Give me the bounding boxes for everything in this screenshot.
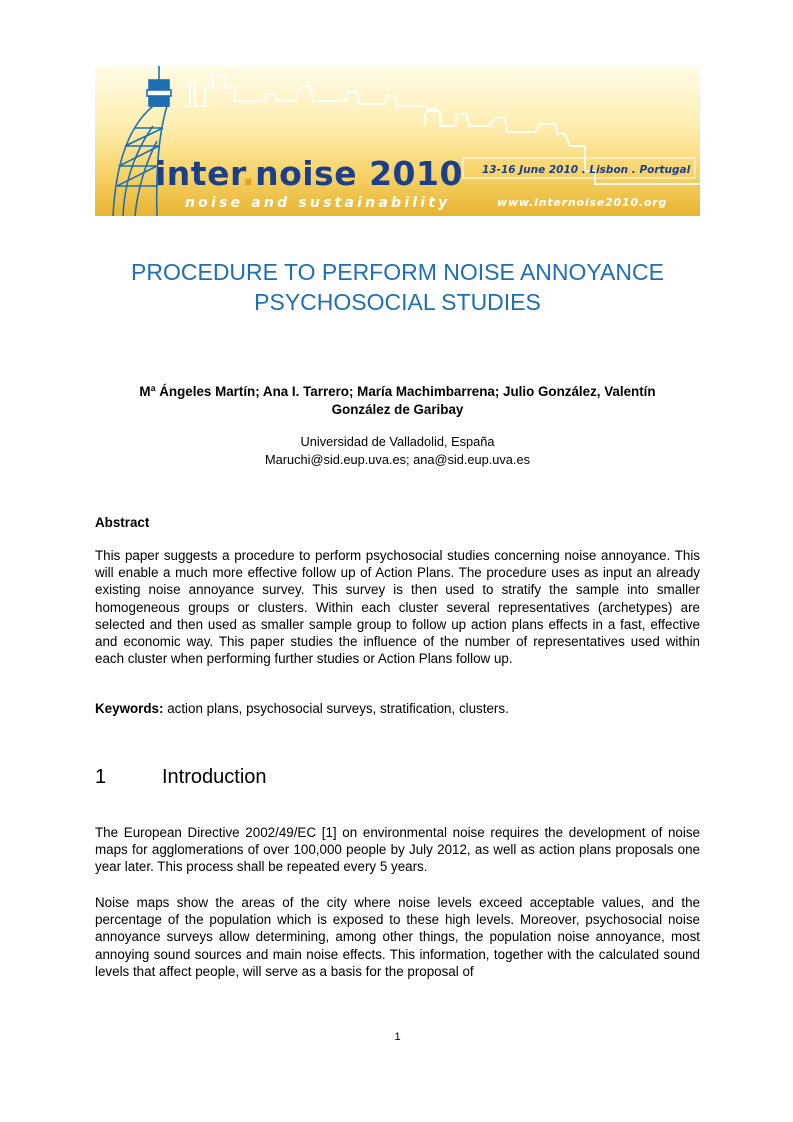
intro-paragraph-2: Noise maps show the areas of the city where noise levels exceed acceptable values, and the percentage of the population which is exposed to these high levels. Moreover, psychosocial noise annoyance surveys allow determining, among other things, the population noise annoyance, most annoying sound sources and main noise effects. This information, together with the calculated sound levels that affect people, will serve as a basis for the proposal of: [95, 895, 700, 979]
abstract-heading: Abstract: [95, 515, 150, 530]
affiliation: Universidad de Valladolid, España: [300, 434, 495, 449]
conference-tagline: noise and sustainability: [185, 195, 451, 211]
logo-word-noise-2010: noise 2010: [255, 154, 463, 193]
title-line-2: PSYCHOSOCIAL STUDIES: [254, 289, 541, 315]
page-number: 1: [394, 1031, 401, 1043]
paper-authors: [95, 383, 700, 419]
keywords-text: action plans, psychosocial surveys, stratification, clusters.: [163, 701, 509, 716]
logo-dot: .: [242, 154, 256, 193]
authors-line-2: González de Garibay: [331, 402, 464, 417]
section-title: Introduction: [162, 766, 267, 788]
conference-dates: 13-16 June 2010 . Lisbon . Portugal: [482, 164, 691, 176]
affiliation-block: [95, 433, 700, 469]
paper-title: [95, 257, 700, 317]
section-number: 1: [95, 766, 107, 788]
authors-line-1: Mª Ángeles Martín; Ana I. Tarrero; María Machimbarrena; Julio González, Valentín: [139, 384, 656, 399]
keywords: [95, 701, 509, 716]
intro-paragraph-1: The European Directive 2002/49/EC [1] on environmental noise requires the development of noise maps for agglomerations of over 100,000 people by July 2012, as well as action plans proposals one year later. This process shall be repeated every 5 years.: [95, 825, 700, 875]
conference-banner: [95, 66, 700, 216]
conference-logo: [155, 154, 463, 193]
conference-url: www.internoise2010.org: [497, 196, 668, 209]
title-line-1: PROCEDURE TO PERFORM NOISE ANNOYANCE: [131, 259, 664, 285]
logo-word-inter: inter: [155, 154, 243, 193]
banner-artwork: [95, 66, 700, 216]
tower-icon: [113, 66, 171, 216]
author-emails: Maruchi@sid.eup.uva.es; ana@sid.eup.uva.es: [264, 452, 530, 467]
keywords-label: Keywords:: [95, 701, 164, 716]
abstract-text: This paper suggests a procedure to perform psychosocial studies concerning noise annoyance. This will enable a much more effective follow up of Action Plans. The procedure uses as input an already existing noise annoyance survey. This survey is then used to stratify the sample into smaller homogeneous groups or clusters. Within each cluster several representatives (archetypes) are selected and then used as smaller sample group to follow up action plans effects in a fast, effective and economic way. This paper studies the influence of the number of representatives used within each cluster when performing further studies or Action Plans follow up.: [95, 548, 700, 667]
